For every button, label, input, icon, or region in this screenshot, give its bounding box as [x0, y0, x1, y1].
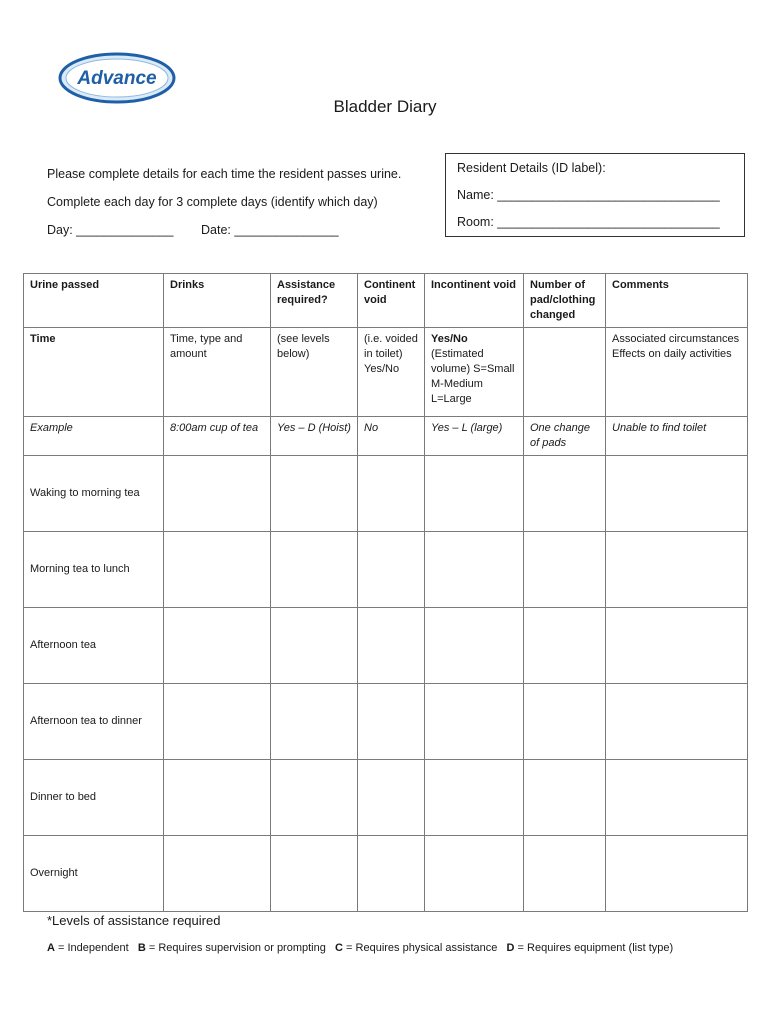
entry-cell[interactable] [524, 836, 606, 912]
instruction-line-1: Please complete details for each time the resident passes urine. [47, 167, 402, 181]
level-text: = Requires supervision or prompting [145, 942, 326, 954]
level-key: C [335, 942, 343, 954]
period-label: Afternoon tea to dinner [24, 684, 164, 760]
svg-text:Advance: Advance [77, 68, 157, 89]
entry-cell[interactable] [164, 760, 271, 836]
subheader-row [24, 328, 748, 417]
entry-cell[interactable] [164, 836, 271, 912]
level-key: A [47, 942, 55, 954]
entry-cell[interactable] [358, 684, 425, 760]
entry-cell[interactable] [606, 760, 748, 836]
entry-cell[interactable] [358, 608, 425, 684]
level-text: = Independent [54, 942, 129, 954]
period-label: Afternoon tea [24, 608, 164, 684]
entry-cell[interactable] [271, 532, 358, 608]
level-text: = Requires physical assistance [342, 942, 498, 954]
entry-cell[interactable] [271, 456, 358, 532]
table-row [24, 532, 748, 608]
entry-cell[interactable] [425, 760, 524, 836]
subheader-cell: Time, type and amount [164, 328, 271, 417]
bladder-diary-table [23, 273, 748, 912]
header-cell: Assistance required? [271, 274, 358, 328]
instruction-line-2: Complete each day for 3 complete days (identify which day) [47, 195, 378, 209]
page-title: Bladder Diary [333, 97, 437, 116]
header-cell: Drinks [164, 274, 271, 328]
example-cell: Example [24, 417, 164, 456]
entry-cell[interactable] [524, 456, 606, 532]
example-cell: Yes – L (large) [425, 417, 524, 456]
entry-cell[interactable] [425, 684, 524, 760]
day-field[interactable]: Day: ______________ [47, 223, 174, 237]
level-text: = Requires equipment (list type) [514, 942, 674, 954]
entry-cell[interactable] [606, 608, 748, 684]
table-row [24, 456, 748, 532]
entry-cell[interactable] [358, 456, 425, 532]
level-key: D [506, 942, 515, 954]
subheader-cell-incontinent [425, 328, 524, 417]
entry-cell[interactable] [524, 608, 606, 684]
entry-cell[interactable] [524, 760, 606, 836]
entry-cell[interactable] [358, 836, 425, 912]
assistance-levels-legend [47, 942, 673, 954]
entry-cell[interactable] [271, 608, 358, 684]
header-cell: Continent void [358, 274, 425, 328]
entry-cell[interactable] [425, 608, 524, 684]
header-cell: Number of pad/clothing changed [524, 274, 606, 328]
resident-details-box [445, 153, 745, 237]
entry-cell[interactable] [425, 532, 524, 608]
table-row [24, 684, 748, 760]
entry-cell[interactable] [271, 684, 358, 760]
period-label: Morning tea to lunch [24, 532, 164, 608]
entry-cell[interactable] [164, 608, 271, 684]
entry-cell[interactable] [524, 532, 606, 608]
subheader-cell: Time [24, 328, 164, 417]
entry-cell[interactable] [425, 456, 524, 532]
header-cell: Incontinent void [425, 274, 524, 328]
subheader-cell [524, 328, 606, 417]
resident-details-heading: Resident Details (ID label): [457, 161, 606, 175]
period-label: Overnight [24, 836, 164, 912]
example-cell: Unable to find toilet [606, 417, 748, 456]
header-cell: Comments [606, 274, 748, 328]
table-row [24, 836, 748, 912]
entry-cell[interactable] [606, 456, 748, 532]
period-label: Waking to morning tea [24, 456, 164, 532]
entry-cell[interactable] [358, 760, 425, 836]
subheader-cell: (see levels below) [271, 328, 358, 417]
entry-cell[interactable] [606, 836, 748, 912]
subheader-cell: (i.e. voided in toilet) Yes/No [358, 328, 425, 417]
entry-cell[interactable] [358, 532, 425, 608]
level-key: B [137, 942, 146, 954]
example-row [24, 417, 748, 456]
entry-cell[interactable] [271, 836, 358, 912]
resident-room-field[interactable]: Room: ________________________________ [457, 215, 720, 229]
table-row [24, 608, 748, 684]
entry-cell[interactable] [606, 532, 748, 608]
subheader-cell: Associated circumstances Effects on daily activities [606, 328, 748, 417]
entry-cell[interactable] [271, 760, 358, 836]
yes-no-label: Yes/No [431, 333, 468, 345]
table-row [24, 760, 748, 836]
entry-cell[interactable] [164, 684, 271, 760]
example-cell: One change of pads [524, 417, 606, 456]
entry-cell[interactable] [164, 532, 271, 608]
example-cell: 8:00am cup of tea [164, 417, 271, 456]
volume-scale: (Estimated volume) S=Small M-Medium L=Large [431, 348, 515, 405]
header-row [24, 274, 748, 328]
example-cell: No [358, 417, 425, 456]
entry-cell[interactable] [425, 836, 524, 912]
period-label: Dinner to bed [24, 760, 164, 836]
date-field[interactable]: Date: _______________ [201, 223, 339, 237]
resident-name-field[interactable]: Name: ________________________________ [457, 188, 720, 202]
entry-cell[interactable] [606, 684, 748, 760]
example-cell: Yes – D (Hoist) [271, 417, 358, 456]
assistance-levels-title: *Levels of assistance required [47, 913, 221, 928]
entry-cell[interactable] [164, 456, 271, 532]
entry-cell[interactable] [524, 684, 606, 760]
header-cell: Urine passed [24, 274, 164, 328]
